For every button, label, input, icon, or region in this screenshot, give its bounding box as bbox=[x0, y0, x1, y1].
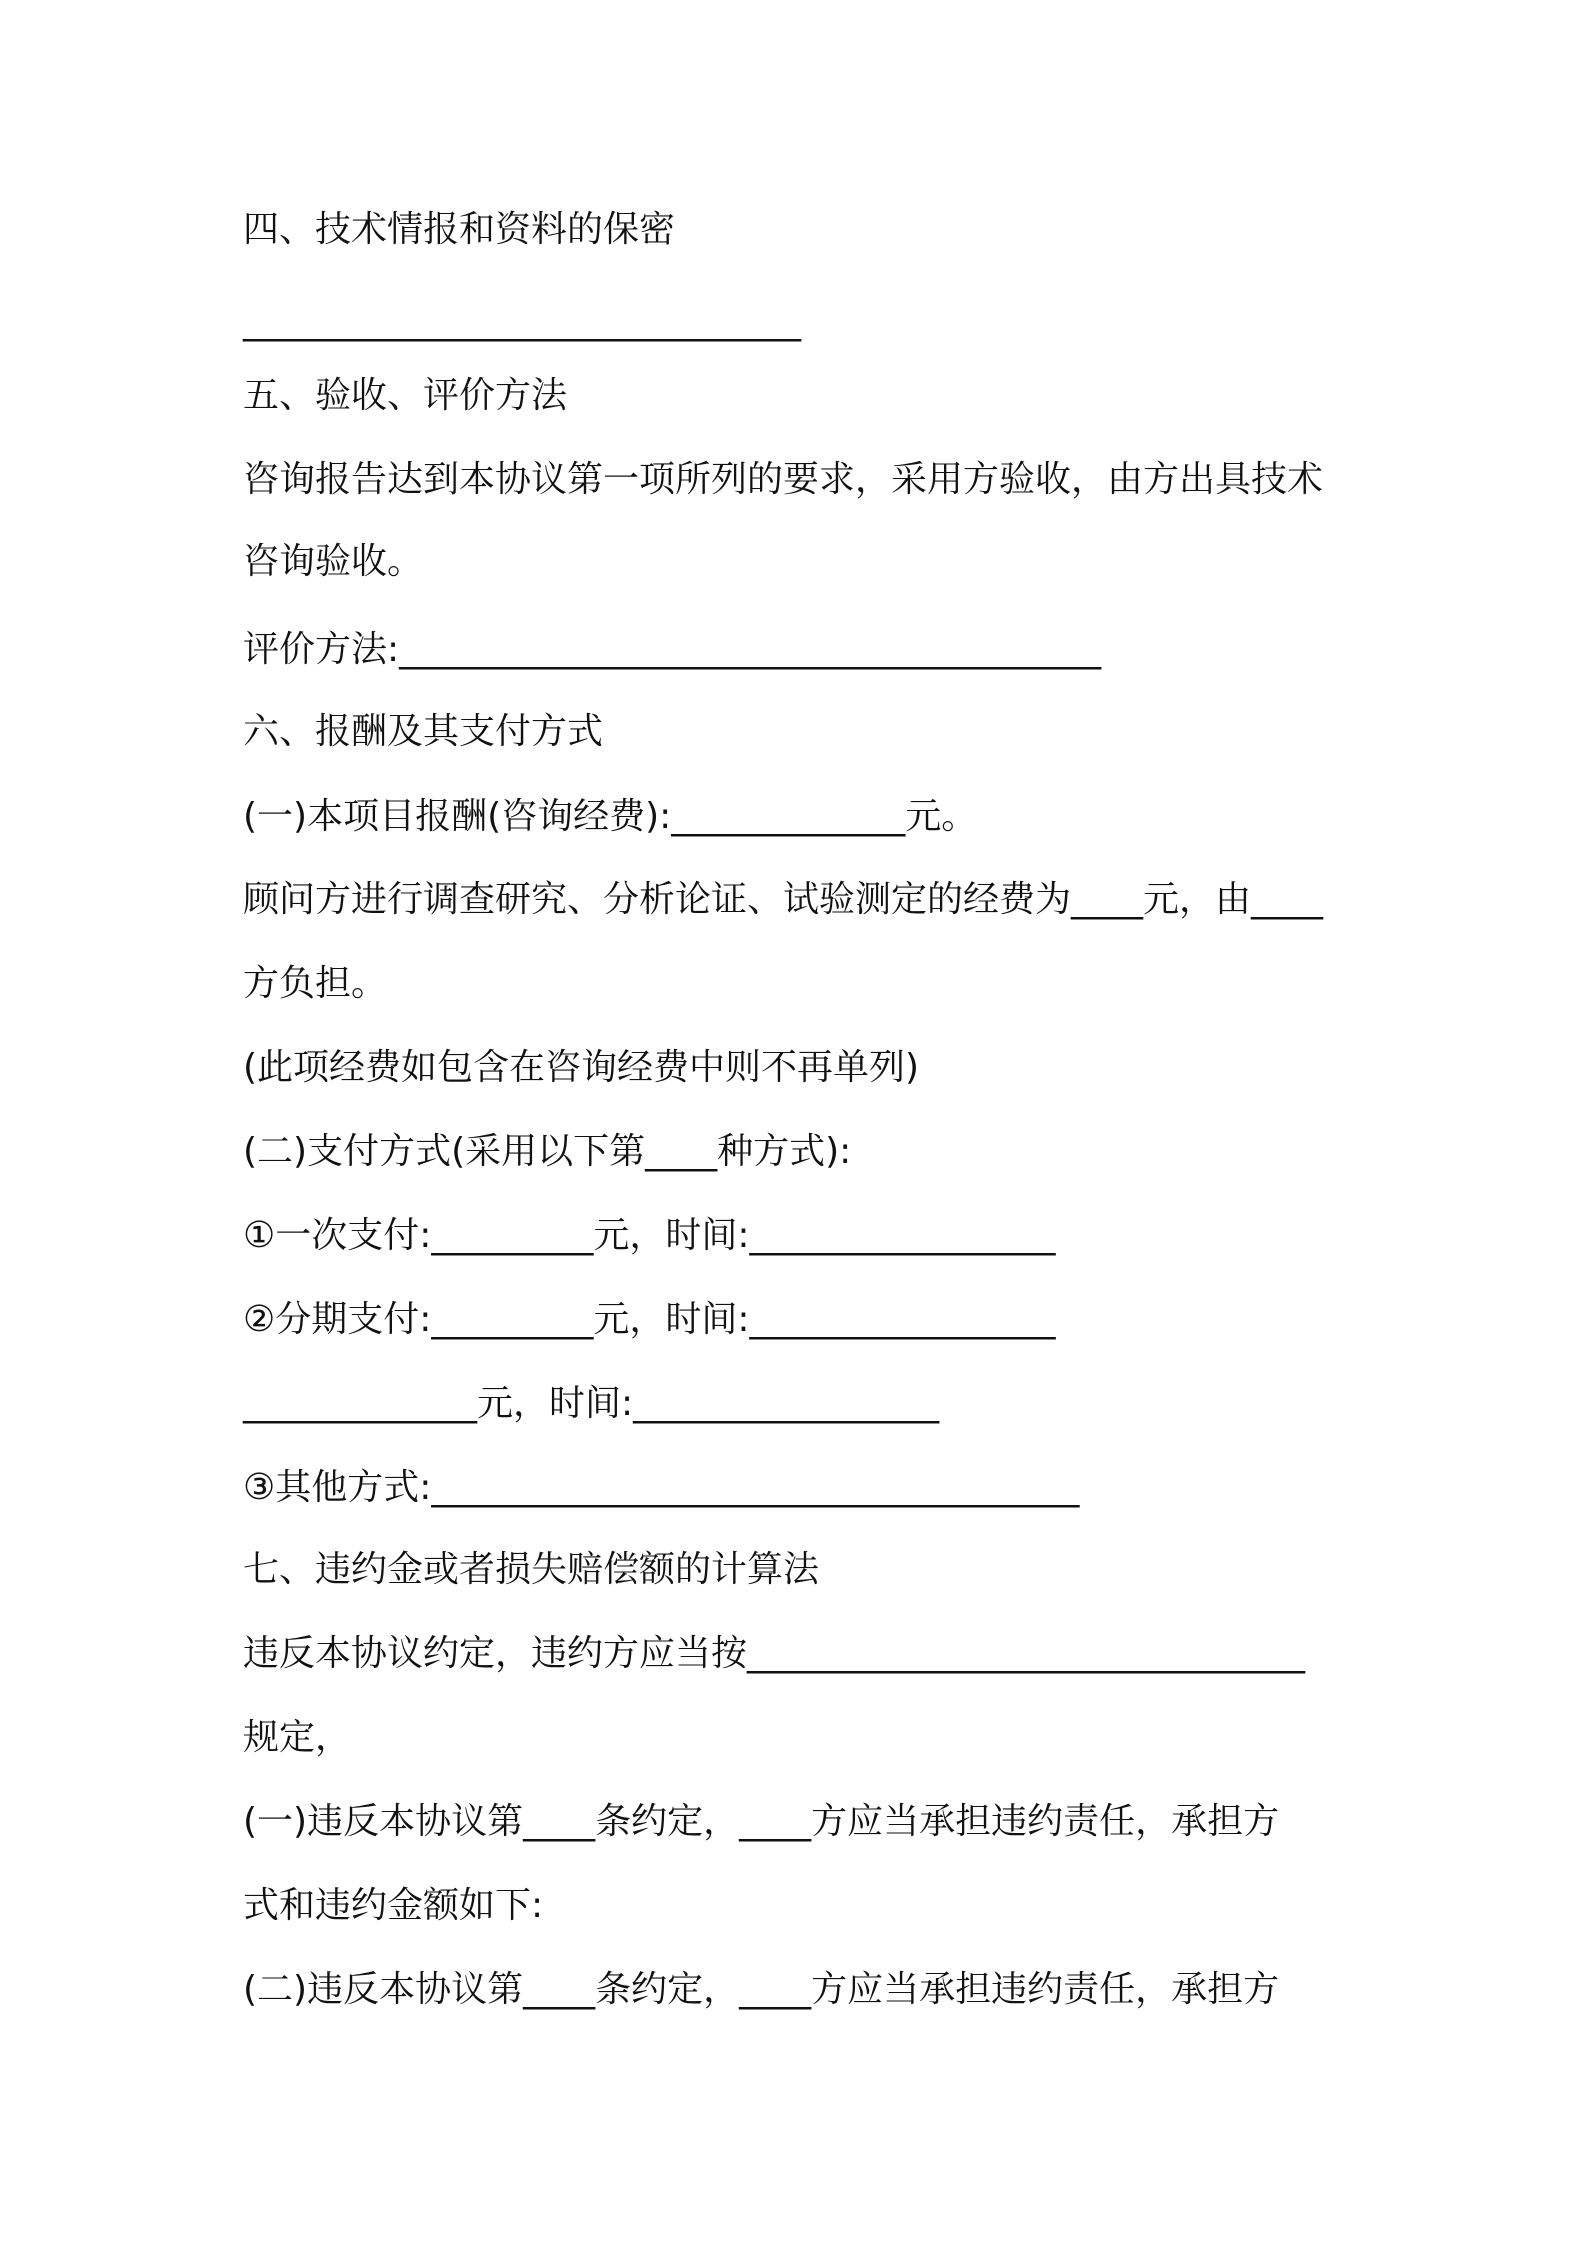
paragraph-line: (一)本项目报酬(咨询经费):_____________元。 bbox=[243, 796, 978, 837]
payment-option-3: ③其他方式:____________________________________ bbox=[243, 1467, 1080, 1508]
paragraph-line: (一)违反本协议第____条约定，____方应当承担违约责任，承担方 bbox=[243, 1801, 1280, 1842]
section-heading-5: 五、验收、评价方法 bbox=[243, 375, 568, 416]
paragraph-line: 式和违约金额如下: bbox=[243, 1885, 544, 1926]
section-heading-4: 四、技术情报和资料的保密 bbox=[243, 209, 676, 250]
payment-option-1: ①一次支付:_________元，时间:_________________ bbox=[243, 1215, 1056, 1256]
payment-option-2: ②分期支付:_________元，时间:_________________ bbox=[243, 1299, 1056, 1340]
paragraph-line: 顾问方进行调查研究、分析论证、试验测定的经费为____元，由____ bbox=[243, 879, 1324, 920]
paragraph-line: (二)支付方式(采用以下第____种方式): bbox=[243, 1131, 852, 1172]
paragraph-line: (此项经费如包含在咨询经费中则不再单列) bbox=[243, 1047, 920, 1088]
blank-line: _______________________________ bbox=[243, 301, 801, 342]
paragraph-line: 咨询验收。 bbox=[243, 541, 424, 582]
section-heading-6: 六、报酬及其支付方式 bbox=[243, 711, 604, 752]
paragraph-line: 方负担。 bbox=[243, 963, 388, 1004]
evaluation-method-line: 评价方法:_______________________________________ bbox=[243, 629, 1102, 670]
paragraph-line: 违反本协议约定，违约方应当按_______________________________ bbox=[243, 1633, 1306, 1674]
payment-option-2-continued: _____________元，时间:_________________ bbox=[243, 1383, 940, 1424]
paragraph-line: 规定， bbox=[243, 1717, 352, 1758]
section-heading-7: 七、违约金或者损失赔偿额的计算法 bbox=[243, 1549, 820, 1590]
paragraph-line: 咨询报告达到本协议第一项所列的要求，采用方验收，由方出具技术 bbox=[243, 459, 1324, 500]
paragraph-line: (二)违反本协议第____条约定，____方应当承担违约责任，承担方 bbox=[243, 1969, 1280, 2010]
